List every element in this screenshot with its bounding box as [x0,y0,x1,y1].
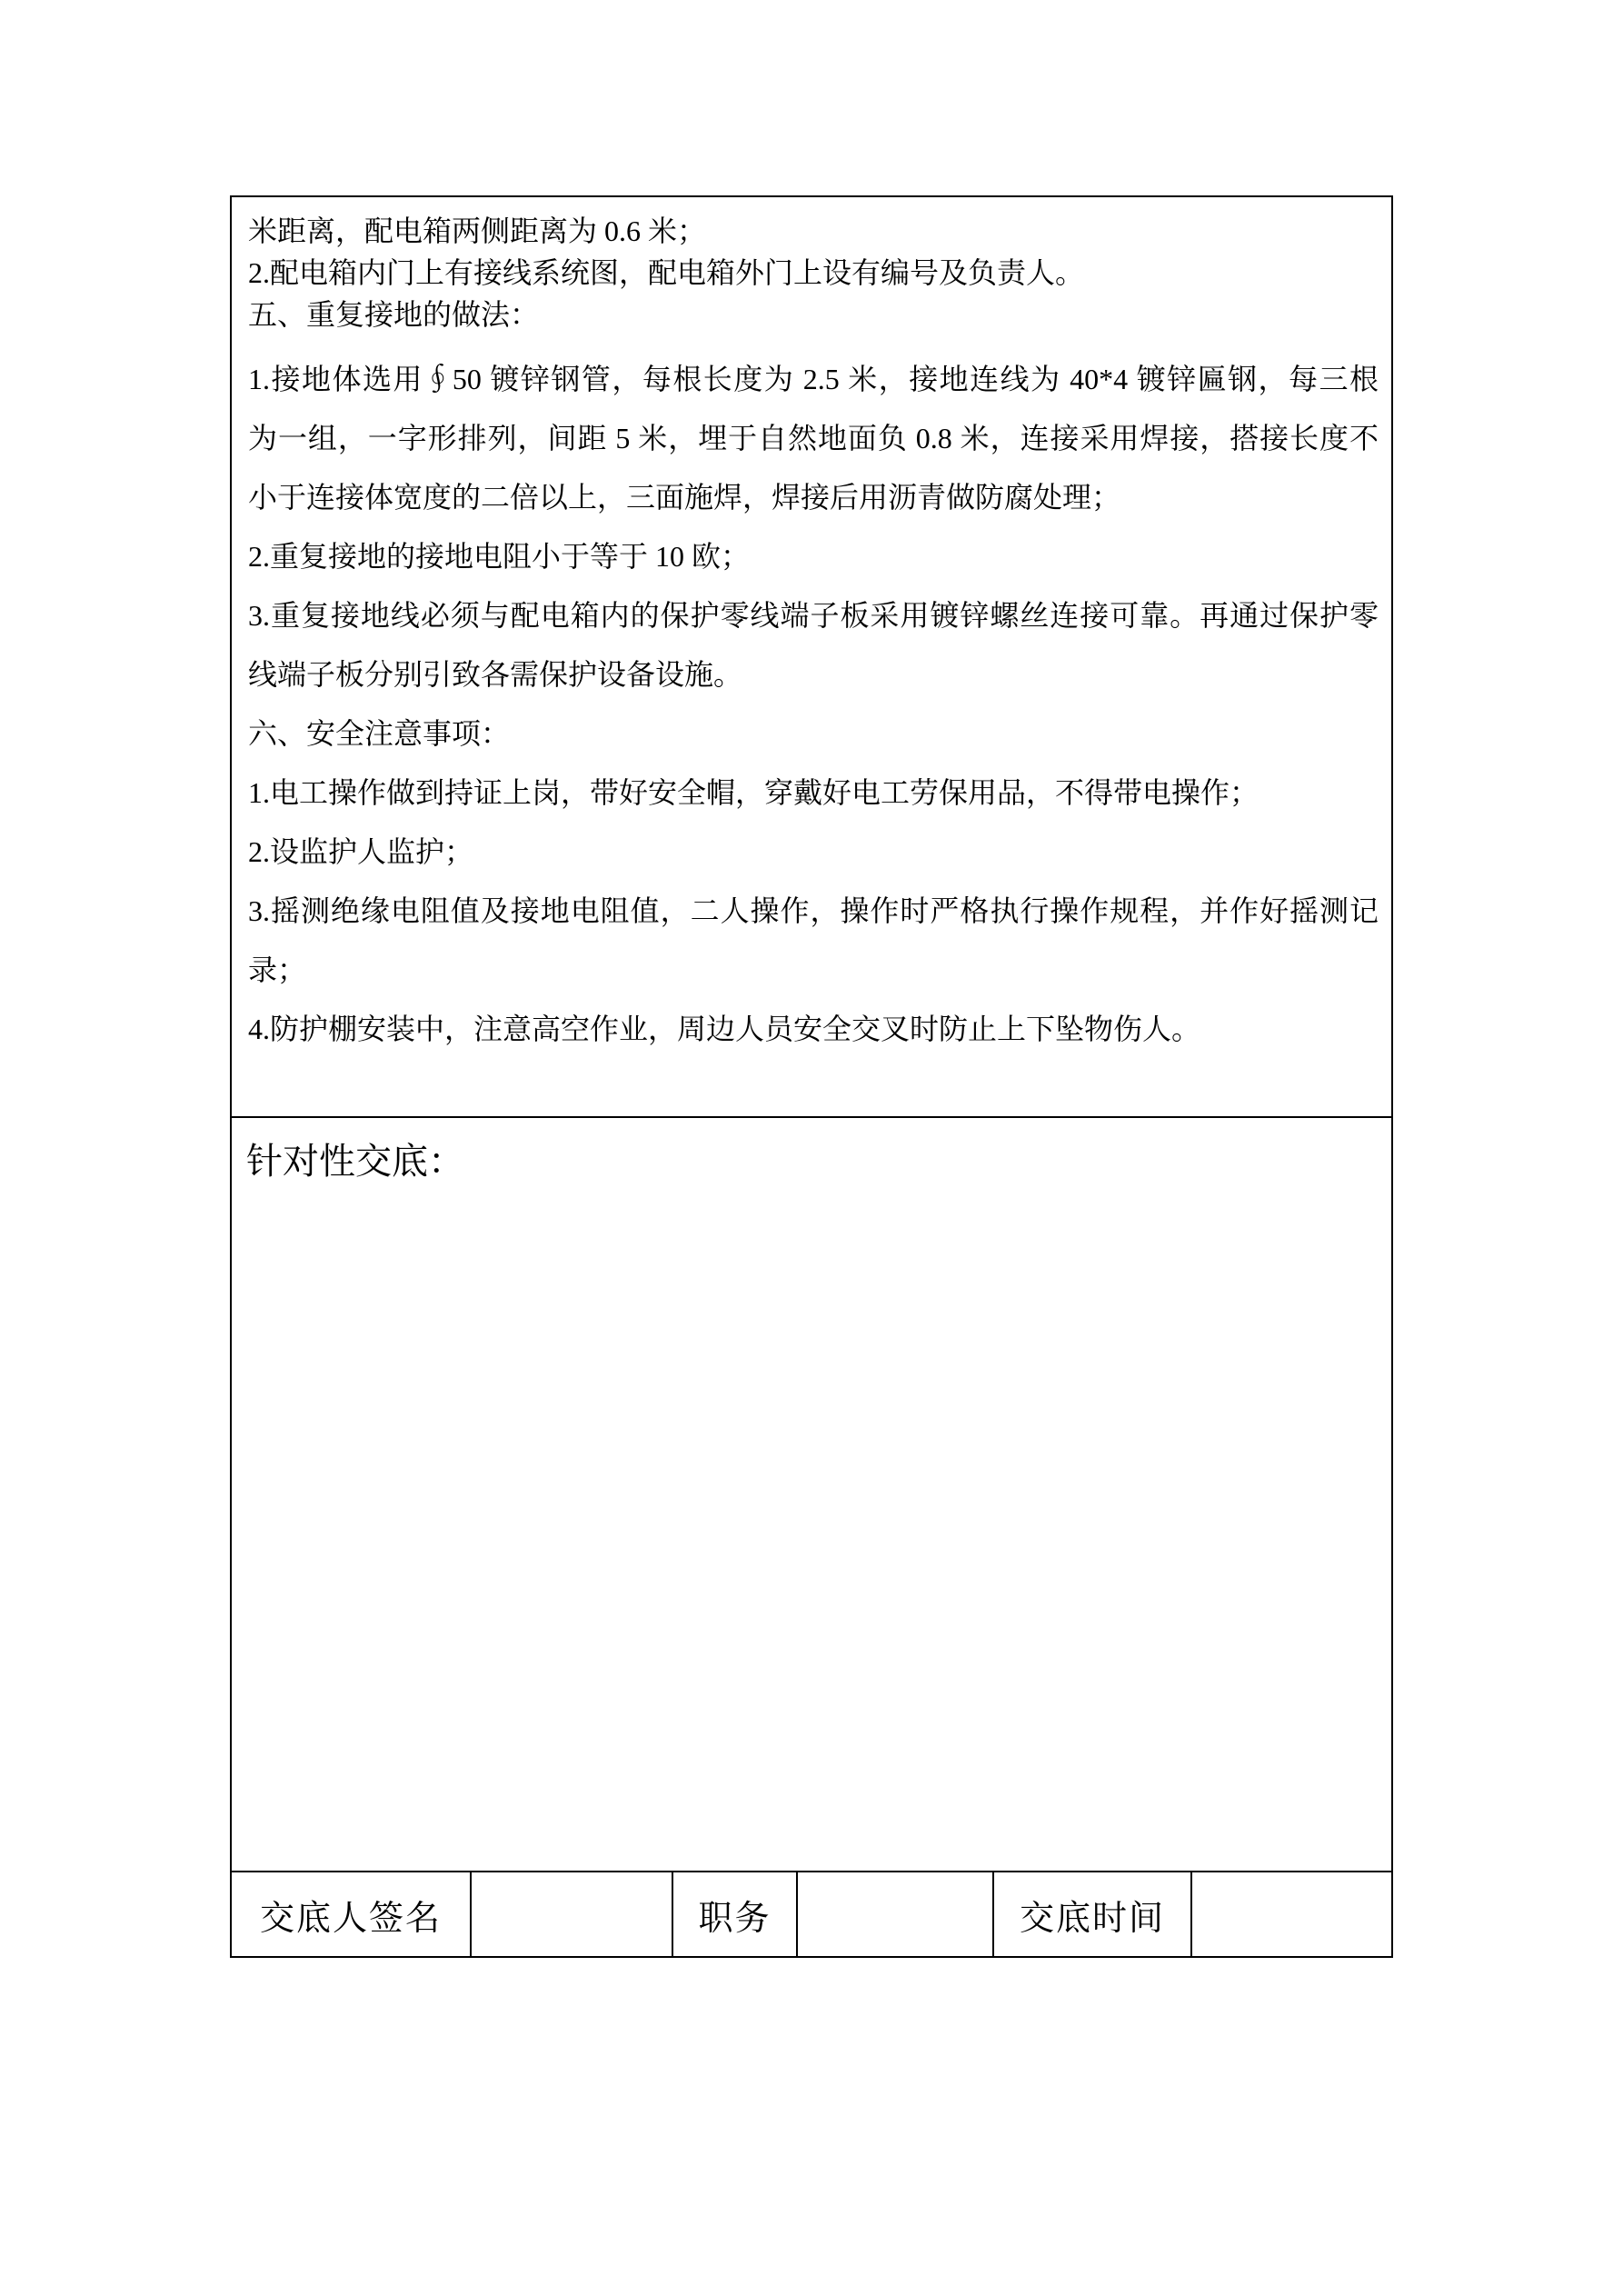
time-value-cell [1191,1872,1392,1957]
presenter-name-label: 交底人签名 [231,1872,471,1957]
briefing-line: 录； [248,953,307,986]
briefing-line: 1.接地体选用∮50 镀锌钢管，每根长度为 2.5 米，接地连线为 40*4 镀锌匾钢，每三根 [248,363,1379,395]
briefing-line: 为一组，一字形排列，间距 5 米，埋于自然地面负 0.8 米，连接采用焊接，搭接长度不 [248,422,1379,454]
position-value-cell [797,1872,993,1957]
briefing-table [230,195,1393,1958]
briefing-line: 线端子板分别引致各需保护设备设施。 [248,658,743,691]
briefing-line: 4.防护棚安装中，注意高空作业，周边人员安全交叉时防止上下坠物伤人。 [248,1013,1201,1045]
general-briefing-cell [231,196,1392,1117]
briefing-line: 3.重复接地线必须与配电箱内的保护零线端子板采用镀锌螺丝连接可靠。再通过保护零 [248,599,1379,632]
targeted-briefing-label: 针对性交底： [246,1141,464,1182]
signature-row [231,1872,1392,1957]
briefing-line: 3.摇测绝缘电阻值及接地电阻值，二人操作，操作时严格执行操作规程，并作好摇测记 [248,894,1379,927]
briefing-line: 2.重复接地的接地电阻小于等于 10 欧； [248,540,751,573]
briefing-line: 小于连接体宽度的二倍以上，三面施焊，焊接后用沥青做防腐处理； [248,481,1121,514]
briefing-body-lines [248,350,1379,1059]
briefing-line: 六、安全注意事项： [248,717,511,750]
briefing-line: 米距离，配电箱两侧距离为 0.6 米； [248,215,707,247]
presenter-name-value-cell [471,1872,672,1957]
briefing-intro-lines [248,210,1379,335]
general-briefing-row [231,196,1392,1117]
briefing-line: 2.设监护人监护； [248,835,474,868]
briefing-line: 2.配电箱内门上有接线系统图，配电箱外门上设有编号及负责人。 [248,256,1085,289]
time-label: 交底时间 [993,1872,1191,1957]
briefing-line: 1.电工操作做到持证上岗，带好安全帽，穿戴好电工劳保用品，不得带电操作； [248,776,1260,809]
targeted-briefing-cell [231,1117,1392,1872]
position-label: 职务 [672,1872,797,1957]
targeted-briefing-row [231,1117,1392,1872]
briefing-line: 五、重复接地的做法： [248,298,540,331]
